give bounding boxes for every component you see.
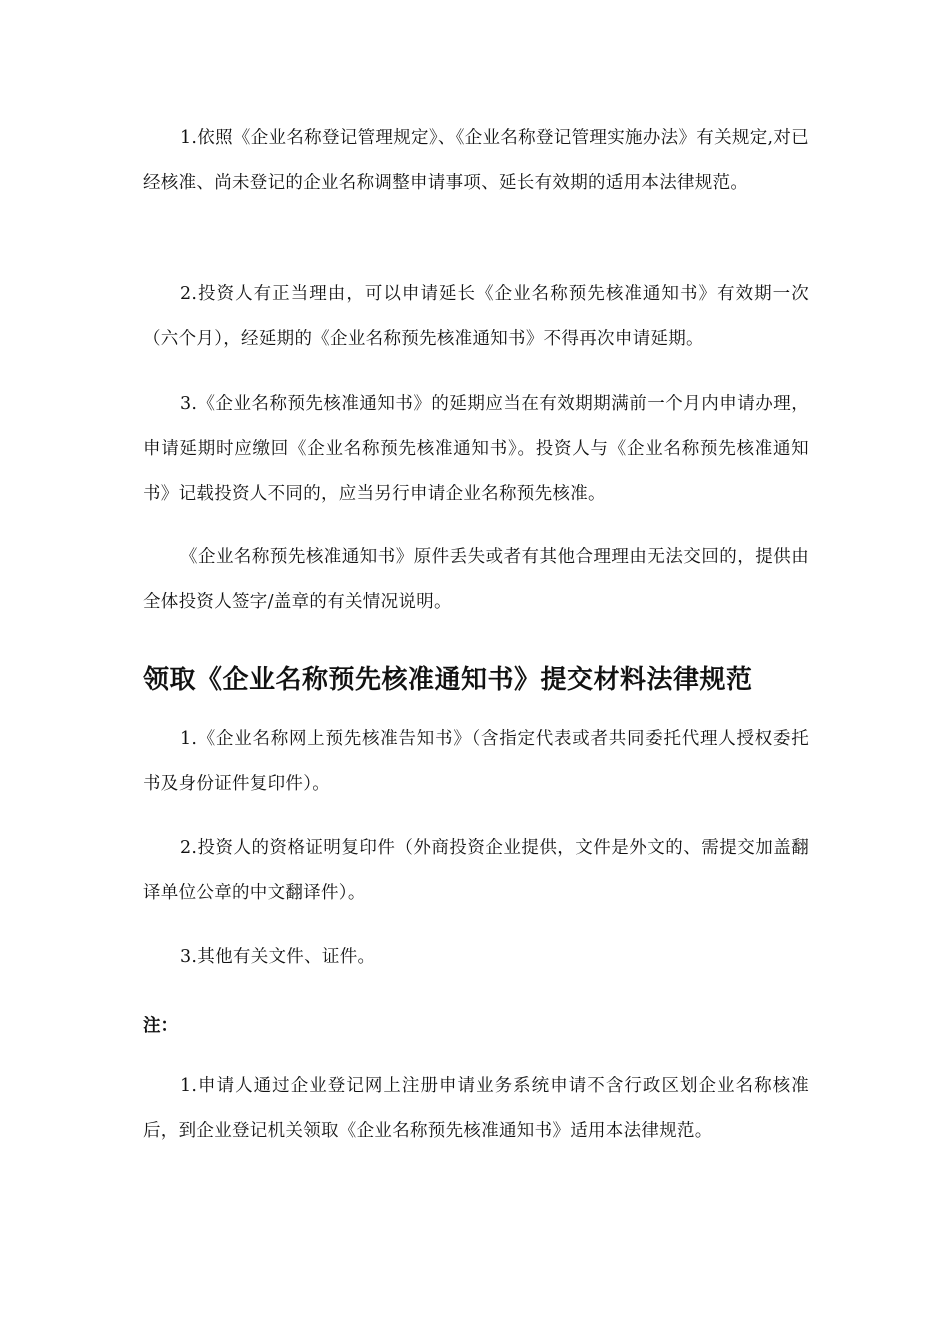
requirement-1: 1.《企业名称网上预先核准告知书》（含指定代表或者共同委托代理人授权委托书及身份证件复印件）。 xyxy=(143,729,809,794)
paragraph-2: 2.投资人有正当理由，可以申请延长《企业名称预先核准通知书》有效期一次（六个月），经延期的《企业名称预先核准通知书》不得再次申请延期。 xyxy=(143,284,809,349)
paragraph-3: 3.《企业名称预先核准通知书》的延期应当在有效期期满前一个月内申请办理，申请延期时应缴回《企业名称预先核准通知书》。投资人与《企业名称预先核准通知书》记载投资人不同的，应当另行申请企业名称预先核准。 xyxy=(143,394,809,504)
requirement-2: 2.投资人的资格证明复印件（外商投资企业提供，文件是外文的、需提交加盖翻译单位公章的中文翻译件）。 xyxy=(143,838,809,903)
paragraph-4: 《企业名称预先核准通知书》原件丢失或者有其他合理理由无法交回的，提供由全体投资人签字/盖章的有关情况说明。 xyxy=(143,547,809,612)
note-label: 注： xyxy=(143,1016,178,1036)
section-heading: 领取《企业名称预先核准通知书》提交材料法律规范 xyxy=(143,665,753,695)
note-paragraph-1: 1.申请人通过企业登记网上注册申请业务系统申请不含行政区划企业名称核准后，到企业登记机关领取《企业名称预先核准通知书》适用本法律规范。 xyxy=(143,1076,809,1141)
requirement-3: 3.其他有关文件、证件。 xyxy=(180,947,376,967)
paragraph-1: 1.依照《企业名称登记管理规定》、《企业名称登记管理实施办法》有关规定,对已经核准、尚未登记的企业名称调整申请事项、延长有效期的适用本法律规范。 xyxy=(143,128,809,193)
